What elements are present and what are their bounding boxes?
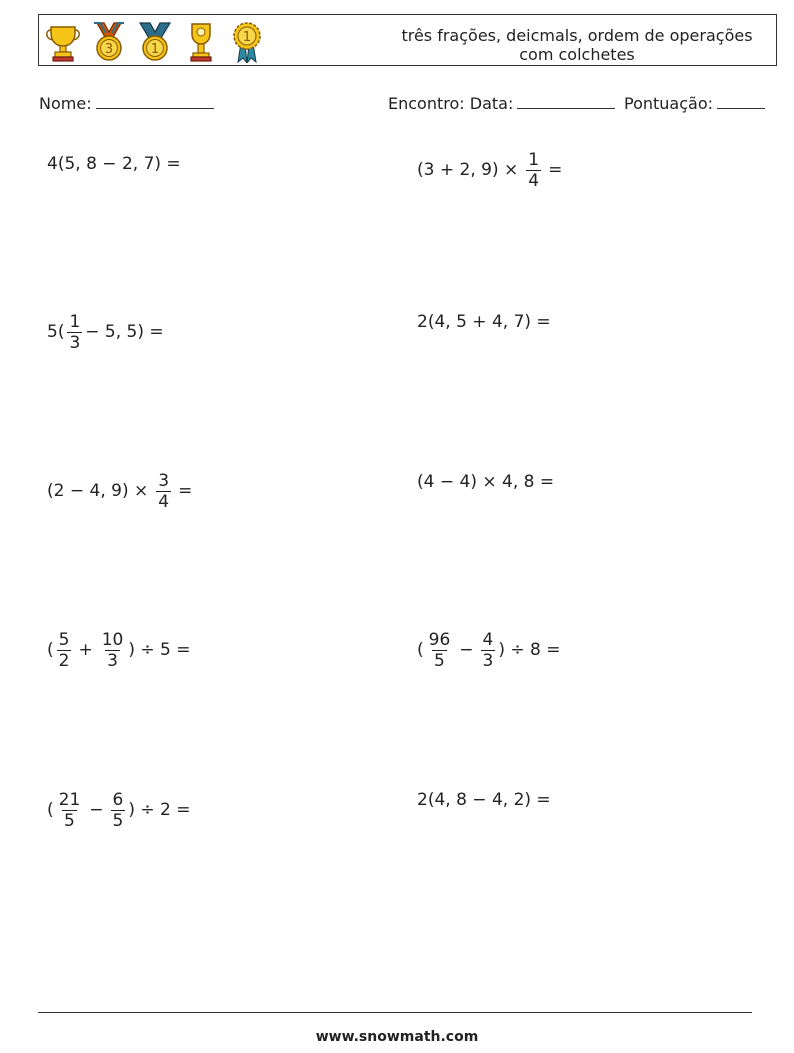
problem-9 (47, 780, 191, 840)
name-label: Nome: (39, 94, 92, 113)
numerator: 96 (428, 629, 451, 650)
numerator: 10 (101, 629, 124, 650)
fraction (526, 150, 541, 191)
denominator: 4 (158, 491, 170, 512)
fraction-1 (57, 790, 83, 831)
operator: − (459, 640, 474, 660)
title-line-1: três frações, deicmals, ordem de operações (401, 26, 753, 45)
problem-3 (47, 302, 164, 362)
operator: + (78, 640, 93, 660)
numerator: 21 (58, 789, 81, 810)
trophy-icon (43, 21, 83, 63)
denominator: 3 (69, 332, 81, 353)
svg-text:1: 1 (242, 30, 252, 45)
denominator: 3 (107, 650, 118, 671)
fraction-2 (100, 630, 126, 671)
problem-expression: 4(5, 8 − 2, 7) = (47, 154, 181, 174)
open-paren: ( (47, 640, 54, 660)
problem-1 (47, 134, 181, 194)
worksheet-header (38, 14, 777, 66)
footer-divider (38, 1012, 752, 1013)
name-blank[interactable] (96, 92, 214, 109)
denominator: 4 (528, 170, 540, 191)
svg-text:3: 3 (104, 42, 114, 57)
denominator: 3 (482, 650, 494, 671)
operator: − (89, 800, 104, 820)
numerator: 5 (58, 629, 70, 650)
name-field (39, 92, 214, 113)
score-field (624, 92, 765, 113)
problem-prefix: (2 − 4, 9) × (47, 481, 149, 501)
fraction (156, 471, 171, 512)
fraction-2 (481, 630, 496, 671)
problem-10 (417, 770, 551, 830)
fraction-1 (427, 630, 453, 671)
problem-expression: 2(4, 8 − 4, 2) = (417, 790, 551, 810)
date-blank[interactable] (517, 92, 615, 109)
problem-7 (47, 620, 191, 680)
problem-8 (417, 620, 561, 680)
denominator: 2 (58, 650, 70, 671)
numerator: 6 (112, 789, 124, 810)
medal-1-icon (135, 21, 175, 63)
problem-suffix: ) ÷ 2 = (128, 800, 191, 820)
fraction-2 (111, 790, 126, 831)
problem-suffix: = (178, 481, 193, 501)
problem-4 (417, 292, 551, 352)
problem-5 (47, 461, 196, 521)
problem-6 (417, 452, 554, 512)
problem-prefix: 5( (47, 322, 65, 342)
worksheet-title (392, 26, 762, 64)
medal-3-icon (89, 21, 129, 63)
encounter-field (388, 92, 615, 113)
numerator: 1 (69, 311, 81, 332)
trophy-cup-icon (181, 21, 221, 63)
problem-suffix: − 5, 5) = (85, 322, 164, 342)
title-line-2: com colchetes (519, 45, 635, 64)
svg-text:1: 1 (150, 42, 160, 57)
denominator: 5 (112, 810, 124, 831)
numerator: 1 (528, 149, 540, 170)
problem-prefix: (3 + 2, 9) × (417, 160, 519, 180)
open-paren: ( (47, 800, 54, 820)
numerator: 3 (158, 470, 170, 491)
encounter-label: Encontro: Data: (388, 94, 514, 113)
problem-suffix: ) ÷ 8 = (498, 640, 561, 660)
problem-expression: (4 − 4) × 4, 8 = (417, 472, 555, 492)
fraction-1 (57, 630, 72, 671)
score-blank[interactable] (717, 92, 765, 109)
fraction (67, 312, 82, 353)
open-paren: ( (417, 640, 424, 660)
footer-url[interactable]: www.snowmath.com (315, 1029, 479, 1045)
problem-suffix: ) ÷ 5 = (128, 640, 191, 660)
numerator: 4 (482, 629, 494, 650)
problem-suffix: = (548, 160, 563, 180)
denominator: 5 (64, 810, 75, 831)
problem-2 (417, 140, 566, 200)
problem-expression: 2(4, 5 + 4, 7) = (417, 312, 551, 332)
score-label: Pontuação: (624, 94, 714, 113)
denominator: 5 (434, 650, 445, 671)
badge-1-icon (227, 21, 267, 63)
